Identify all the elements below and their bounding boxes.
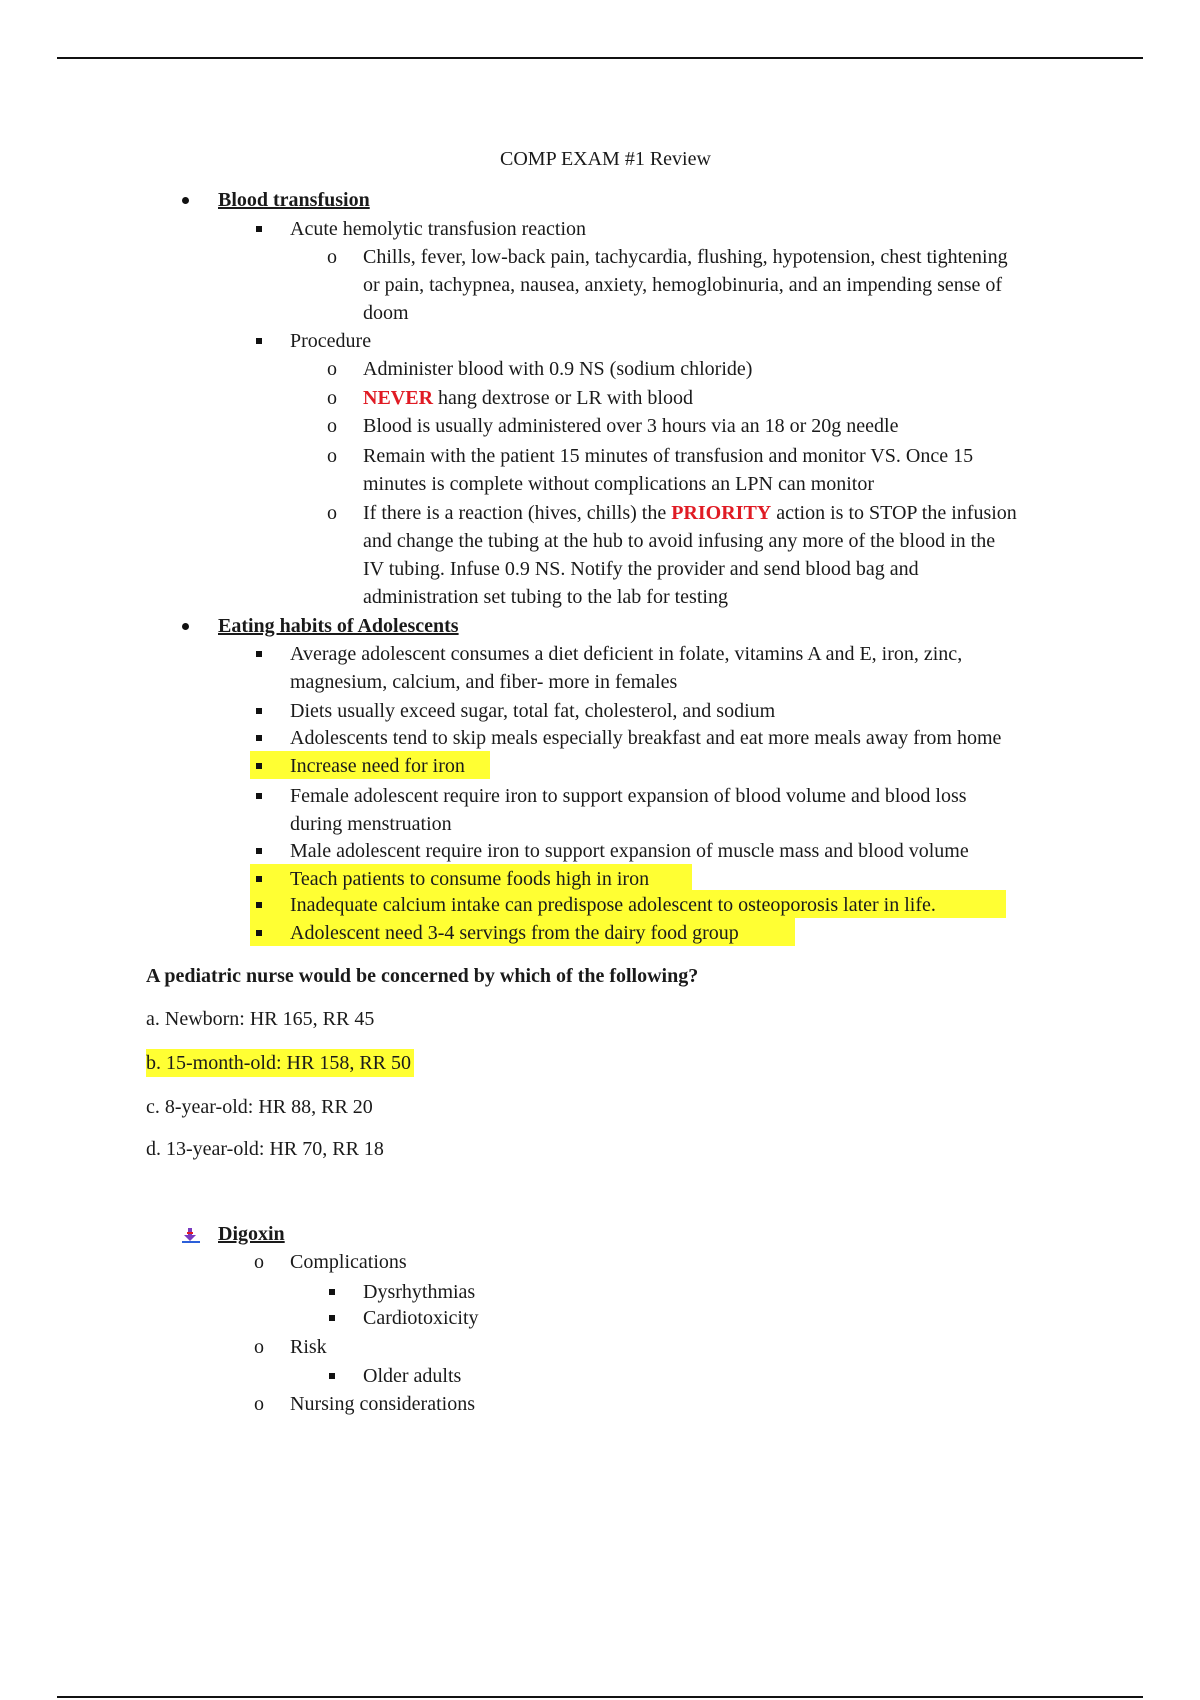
- bullet-square: [256, 651, 262, 657]
- list-item: Average adolescent consumes a diet deficient in folate, vitamins A and E, iron, zinc,: [290, 643, 963, 665]
- list-item-cont: and change the tubing at the hub to avoid infusing any more of the blood in the: [363, 530, 996, 552]
- bullet-circle: o: [254, 1393, 264, 1415]
- arrow-bullet-icon: [180, 1226, 204, 1244]
- list-item: Acute hemolytic transfusion reaction: [290, 218, 587, 240]
- bullet-square: [256, 708, 262, 714]
- list-item: Adolescents tend to skip meals especially breakfast and eat more meals away from home: [290, 727, 1002, 749]
- bullet-square: [256, 735, 262, 741]
- emphasis-never: NEVER: [363, 387, 434, 409]
- list-item: Older adults: [363, 1365, 462, 1387]
- list-item: Remain with the patient 15 minutes of transfusion and monitor VS. Once 15: [363, 445, 974, 467]
- list-item: Blood is usually administered over 3 hours via an 18 or 20g needle: [363, 415, 899, 437]
- bullet-square: [256, 930, 262, 936]
- bullet-square: [256, 793, 262, 799]
- list-item: Diets usually exceed sugar, total fat, cholesterol, and sodium: [290, 700, 776, 722]
- answer-option-b-highlighted: b. 15-month-old: HR 158, RR 50: [146, 1049, 414, 1077]
- list-item-highlighted: Adolescent need 3-4 servings from the dairy food group: [290, 922, 739, 944]
- answer-option-a: a. Newborn: HR 165, RR 45: [146, 1008, 375, 1030]
- list-item-cont: IV tubing. Infuse 0.9 NS. Notify the provider and send blood bag and: [363, 558, 919, 580]
- section-heading-eating: Eating habits of Adolescents: [218, 615, 459, 637]
- bullet-square: [256, 876, 262, 882]
- bullet-circle: o: [254, 1251, 264, 1273]
- list-item-cont: minutes is complete without complications an LPN can monitor: [363, 473, 875, 495]
- list-item: Nursing considerations: [290, 1393, 475, 1415]
- bullet-square: [256, 902, 262, 908]
- list-item: NEVER hang dextrose or LR with blood: [363, 387, 693, 409]
- emphasis-priority: PRIORITY: [671, 502, 772, 524]
- answer-option-c: c. 8-year-old: HR 88, RR 20: [146, 1096, 373, 1118]
- list-item: Female adolescent require iron to support expansion of blood volume and blood loss: [290, 785, 967, 807]
- question-stem: A pediatric nurse would be concerned by which of the following?: [146, 965, 699, 987]
- page-title: COMP EXAM #1 Review: [500, 148, 711, 170]
- bullet-square: [256, 226, 262, 232]
- bullet-square: [329, 1289, 335, 1295]
- footer-rule: [57, 1696, 1143, 1698]
- bullet-circle: o: [327, 502, 337, 524]
- bullet-square: [256, 338, 262, 344]
- list-item: Procedure: [290, 330, 372, 352]
- bullet-square: [329, 1315, 335, 1321]
- bullet-dot: [182, 197, 189, 204]
- bullet-circle: o: [327, 246, 337, 268]
- list-item: Chills, fever, low-back pain, tachycardia, flushing, hypotension, chest tightening: [363, 246, 1008, 268]
- list-item: Cardiotoxicity: [363, 1307, 479, 1329]
- list-item: Risk: [290, 1336, 327, 1358]
- bullet-circle: o: [327, 358, 337, 380]
- section-heading-blood: Blood transfusion: [218, 189, 370, 211]
- list-item-cont: magnesium, calcium, and fiber- more in females: [290, 671, 678, 693]
- list-item-highlighted: Increase need for iron: [290, 755, 465, 777]
- list-item: Administer blood with 0.9 NS (sodium chloride): [363, 358, 753, 380]
- list-item-cont: during menstruation: [290, 813, 452, 835]
- list-item-cont: or pain, tachypnea, nausea, anxiety, hemoglobinuria, and an impending sense of: [363, 274, 1003, 296]
- bullet-circle: o: [327, 387, 337, 409]
- bullet-circle: o: [327, 445, 337, 467]
- list-item-cont: doom: [363, 302, 409, 324]
- bullet-square: [256, 848, 262, 854]
- bullet-dot: [182, 623, 189, 630]
- list-item-highlighted: Inadequate calcium intake can predispose adolescent to osteoporosis later in life.: [290, 894, 936, 916]
- bullet-square: [329, 1373, 335, 1379]
- bullet-circle: o: [254, 1336, 264, 1358]
- bullet-square: [256, 763, 262, 769]
- bullet-circle: o: [327, 415, 337, 437]
- section-heading-digoxin: Digoxin: [218, 1223, 285, 1245]
- list-item: If there is a reaction (hives, chills) the PRIORITY action is to STOP the infusion: [363, 502, 1017, 524]
- answer-option-d: d. 13-year-old: HR 70, RR 18: [146, 1138, 384, 1160]
- list-item: Complications: [290, 1251, 407, 1273]
- list-item-highlighted: Teach patients to consume foods high in iron: [290, 868, 650, 890]
- list-item-cont: administration set tubing to the lab for testing: [363, 586, 728, 608]
- header-rule: [57, 57, 1143, 59]
- list-item: Dysrhythmias: [363, 1281, 476, 1303]
- list-item: Male adolescent require iron to support expansion of muscle mass and blood volume: [290, 840, 969, 862]
